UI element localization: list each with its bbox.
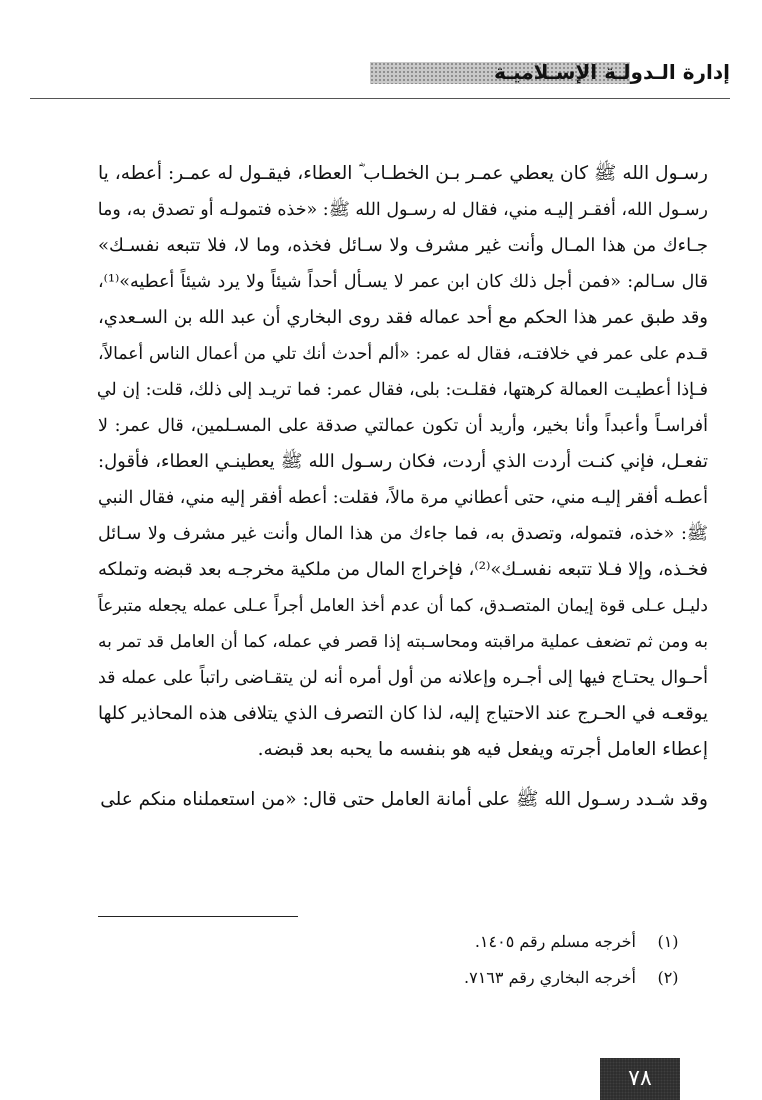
running-header xyxy=(30,56,730,92)
footnote-number: (١) xyxy=(657,932,679,951)
page-number: ٧٨ xyxy=(600,1058,680,1100)
footnote-item xyxy=(282,960,682,996)
body-line: أفراسـاً وأعبداً وأنا بخير، وأريد أن تكون عمالتي صدقة على المسـلمين، قال عمر: لا xyxy=(98,416,708,436)
body-line: قـدم على عمر في خلافتـه، فقال له عمر: «ألم أحدث أنك تلي من أعمال الناس أعمالاً، xyxy=(98,344,708,364)
body-line: فـإذا أعطيـت العمالة كرهتها، فقلـت: بلى، فقال عمر: فما تريـد إلى ذلك، قلت: إن لي xyxy=(96,380,708,400)
body-line: تفعـل، فإني كنـت أردت الذي أردت، فكان رسـول الله ﷺ يعطينـي العطاء، فأقول: xyxy=(98,451,708,472)
footnote-rule xyxy=(98,916,298,917)
footnote-text: أخرجه البخاري رقم ٧١٦٣. xyxy=(464,968,636,987)
body-line: أحـوال يحتـاج فيها إلى أجـره وإعلانه من أول أمره أنه لن يتقـاضى راتباً على عمله قد xyxy=(98,668,708,688)
footnotes xyxy=(282,924,682,996)
footnote-item xyxy=(282,924,682,960)
body-line: فخـذه، وإلا فـلا تتبعه نفسـك»⁽²⁾، فإخراج المال من ملكية مخرجـه بعد قبضه وتملكه xyxy=(98,559,709,580)
body-line: به ومن ثم تضعف عملية مراقبته ومحاسـبته إذا قصر في عمله، كما أن العامل قد تمر به xyxy=(98,632,708,652)
footnote-text: أخرجه مسلم رقم ١٤٠٥. xyxy=(474,932,636,951)
body-line: يوقعـه في الحـرج عند الاحتياج إليه، لذا كان التصرف الذي يتلافى هذه المحاذير كلها xyxy=(98,703,708,724)
body-line: رسـول الله ﷺ كان يعطي عمـر بـن الخطـاب ؓ العطاء، فيقـول له عمـر: أعطه، يا xyxy=(98,163,708,184)
body-line: جـاءك من هذا المـال وأنت غير مشرف ولا سـائل فخذه، وما لا، فلا تتبعه نفسـك» xyxy=(98,235,708,256)
body-line: أعطـه أفقر إليـه مني، حتى أعطاني مرة مالاً، فقلت: أعطه أفقر إليه مني، فقال النبي xyxy=(98,488,708,508)
body-line: إعطاء العامل أجرته ويفعل فيه هو بنفسه ما يحبه بعد قبضه. xyxy=(257,739,708,760)
body-line: ﷺ: «خذه، فتموله، وتصدق به، فما جاءك من هذا المال وأنت غير مشرف ولا سـائل xyxy=(98,524,708,544)
body-text xyxy=(98,156,708,818)
body-line: دليـل عـلى قوة إيمان المتصـدق، كما أن عدم أخذ العامل أجراً عـلى عمله يجعله متبرعاً xyxy=(98,596,708,616)
header-title: إدارة الـدولـة الإسـلاميـة xyxy=(494,60,730,84)
body-line: وقد شـدد رسـول الله ﷺ على أمانة العامل حتى قال: «من استعملناه منكم على xyxy=(100,789,708,810)
body-line: وقد طبق عمر هذا الحكم مع أحد عماله فقد روى البخاري أن عبد الله بن السـعدي، xyxy=(98,307,708,328)
body-line: قال سـالم: «فمن أجل ذلك كان ابن عمر لا يسـأل أحداً شيئاً ولا يرد شيئاً أعطيه»⁽¹⁾، xyxy=(98,272,708,292)
body-line: رسـول الله، أفقـر إليـه مني، فقال له رسـول الله ﷺ: «خذه فتمولـه أو تصدق به، وما xyxy=(97,200,708,220)
footnote-number: (٢) xyxy=(657,968,679,987)
header-rule xyxy=(30,98,730,99)
